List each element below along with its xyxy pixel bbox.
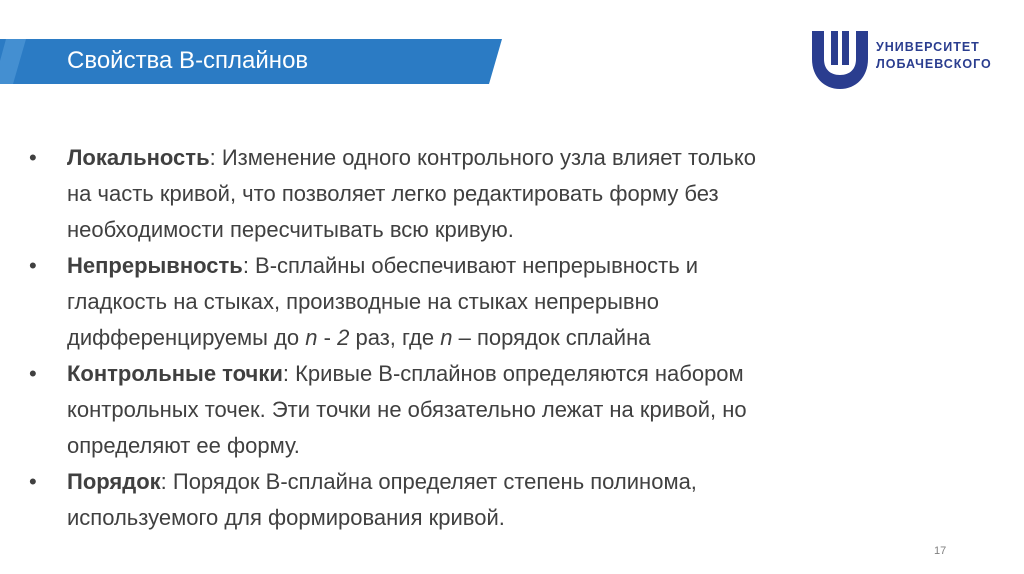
math-n: n: [305, 325, 318, 350]
bullet-text: контрольных точек. Эти точки не обязательно лежат на кривой, но: [67, 397, 747, 422]
page-number: 17: [934, 545, 947, 557]
bullet-text: -: [317, 325, 338, 350]
bullet-term: Локальность: [67, 145, 210, 170]
bullet-marker: •: [29, 469, 37, 494]
bullet-item-control-points: [29, 356, 929, 464]
bullet-text: – порядок сплайна: [452, 325, 651, 350]
bullet-text: определяют ее форму.: [67, 433, 300, 458]
bullet-marker: •: [29, 253, 37, 278]
slide-title: Свойства B-сплайнов: [67, 47, 309, 74]
logo-text-line1: УНИВЕРСИТЕТ: [876, 40, 980, 54]
bullet-text: используемого для формирования кривой.: [67, 505, 505, 530]
bullet-text: необходимости пересчитывать всю кривую.: [67, 217, 514, 242]
bullet-item-order: [29, 464, 929, 536]
bullet-item-locality: [29, 140, 929, 248]
bullet-text: : Изменение одного контрольного узла влияет только: [209, 145, 756, 170]
bullet-text: на часть кривой, что позволяет легко редактировать форму без: [67, 181, 719, 206]
bullet-text: гладкость на стыках, производные на стыках непрерывно: [67, 289, 659, 314]
bullet-marker: •: [29, 145, 37, 170]
logo-text-line2: ЛОБАЧЕВСКОГО: [876, 57, 992, 71]
university-logo-icon: [812, 31, 868, 89]
math-n: n: [440, 325, 453, 350]
bullet-term: Непрерывность: [67, 253, 243, 278]
bullet-text: : Порядок B-сплайна определяет степень полинома,: [160, 469, 697, 494]
bullet-item-continuity: [29, 248, 929, 356]
bullet-marker: •: [29, 361, 37, 386]
bullet-term: Контрольные точки: [67, 361, 283, 386]
math-two: 2: [337, 325, 350, 350]
bullet-term: Порядок: [67, 469, 161, 494]
bullet-list: [29, 140, 929, 536]
bullet-text: раз, где: [349, 325, 441, 350]
bullet-text: дифференцируемы до: [67, 325, 306, 350]
bullet-text: : B-сплайны обеспечивают непрерывность и: [242, 253, 699, 278]
university-logo-text: [876, 39, 992, 73]
bullet-text: : Кривые B-сплайнов определяются набором: [282, 361, 744, 386]
